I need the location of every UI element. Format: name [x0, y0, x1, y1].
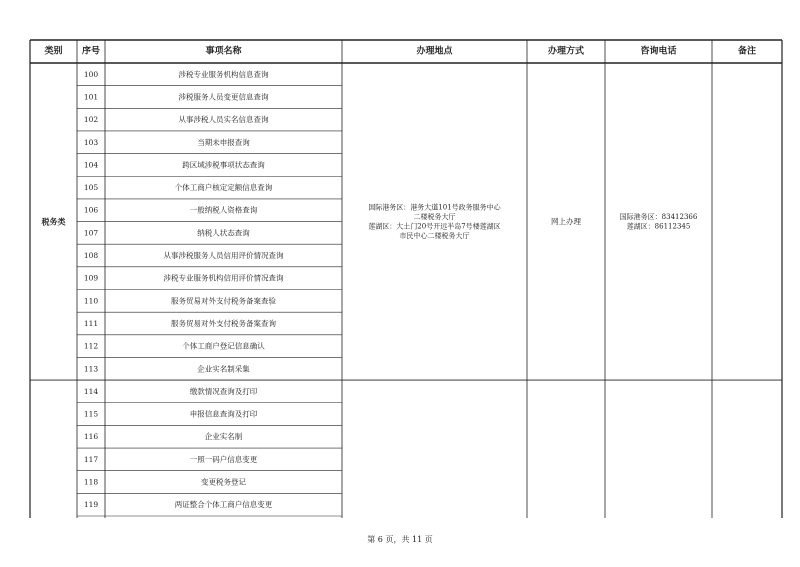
row-item-name: 一般纳税人资格查询: [189, 205, 258, 215]
row-item-name: 服务贸易对外支付税务备案查验: [171, 296, 276, 306]
row-number: 104: [83, 160, 99, 170]
row-item-name: 从事涉税服务人员信用评价情况查询: [163, 251, 284, 261]
row-item-name: 涉税专业服务机构信息查询: [178, 69, 269, 79]
row-item-name: 跨区域涉税事项状态查询: [182, 160, 265, 170]
phone-line: 国际港务区：83412366: [619, 212, 698, 221]
row-item-name: 涉税服务人员变更信息查询: [178, 92, 269, 102]
column-header: 事项名称: [205, 46, 242, 57]
row-item-name: 从事涉税人员实名信息查询: [178, 115, 269, 125]
row-item-name: 缴款情况查询及打印: [189, 386, 258, 396]
column-header: 咨询电话: [640, 46, 677, 57]
row-number: 101: [83, 92, 99, 102]
row-item-name: 企业实名制采集: [197, 364, 250, 374]
location-line: 二楼税务大厅: [413, 212, 456, 221]
row-item-name: 两证整合个体工商户信息变更: [174, 500, 273, 510]
location-line: 市民中心二楼税务大厅: [399, 231, 470, 240]
location-line: 国际港务区：港务大道101号政务服务中心: [368, 203, 501, 212]
row-number: 118: [83, 477, 99, 487]
row-number: 108: [83, 251, 99, 261]
column-header: 序号: [81, 46, 101, 57]
method-label: 网上办理: [551, 217, 581, 227]
location-line: 莲湖区：大土门20号开远半岛7号楼莲湖区: [368, 222, 501, 231]
category-label: 税务类: [41, 216, 66, 227]
row-number: 110: [83, 296, 99, 306]
row-item-name: 申报信息查询及打印: [189, 409, 258, 419]
row-item-name: 个体工商户核定定额信息查询: [174, 183, 273, 193]
row-number: 105: [83, 183, 99, 193]
row-number: 109: [83, 273, 99, 283]
row-number: 106: [83, 205, 99, 215]
row-number: 107: [83, 228, 99, 238]
row-item-name: 变更税务登记: [201, 477, 246, 487]
column-header: 办理地点: [416, 46, 453, 57]
column-header: 备注: [737, 46, 757, 57]
row-number: 100: [83, 69, 99, 79]
row-number: 115: [83, 409, 99, 419]
phone-line: 莲湖区：86112345: [626, 222, 691, 231]
row-number: 117: [83, 454, 99, 464]
row-number: 112: [83, 341, 99, 351]
row-item-name: 企业实名制: [204, 432, 243, 442]
row-number: 119: [83, 500, 99, 510]
row-number: 102: [83, 115, 99, 125]
row-item-name: 纳税人状态查询: [197, 228, 250, 238]
page-footer: 第 6 页，共 11 页: [367, 535, 433, 544]
row-number: 114: [83, 386, 99, 396]
column-header: 类别: [44, 46, 63, 57]
row-item-name: 个体工商户登记信息确认: [182, 341, 265, 351]
row-number: 113: [83, 364, 99, 374]
row-item-name: 一照一码户信息变更: [189, 454, 258, 464]
row-number: 103: [83, 137, 99, 147]
row-number: 116: [83, 432, 99, 442]
row-item-name: 涉税专业服务机构信用评价情况查询: [163, 273, 284, 283]
column-header: 办理方式: [547, 46, 585, 57]
row-item-name: 当期未申报查询: [197, 137, 250, 147]
row-number: 111: [83, 318, 99, 328]
row-item-name: 服务贸易对外支付税务备案查询: [171, 318, 276, 328]
